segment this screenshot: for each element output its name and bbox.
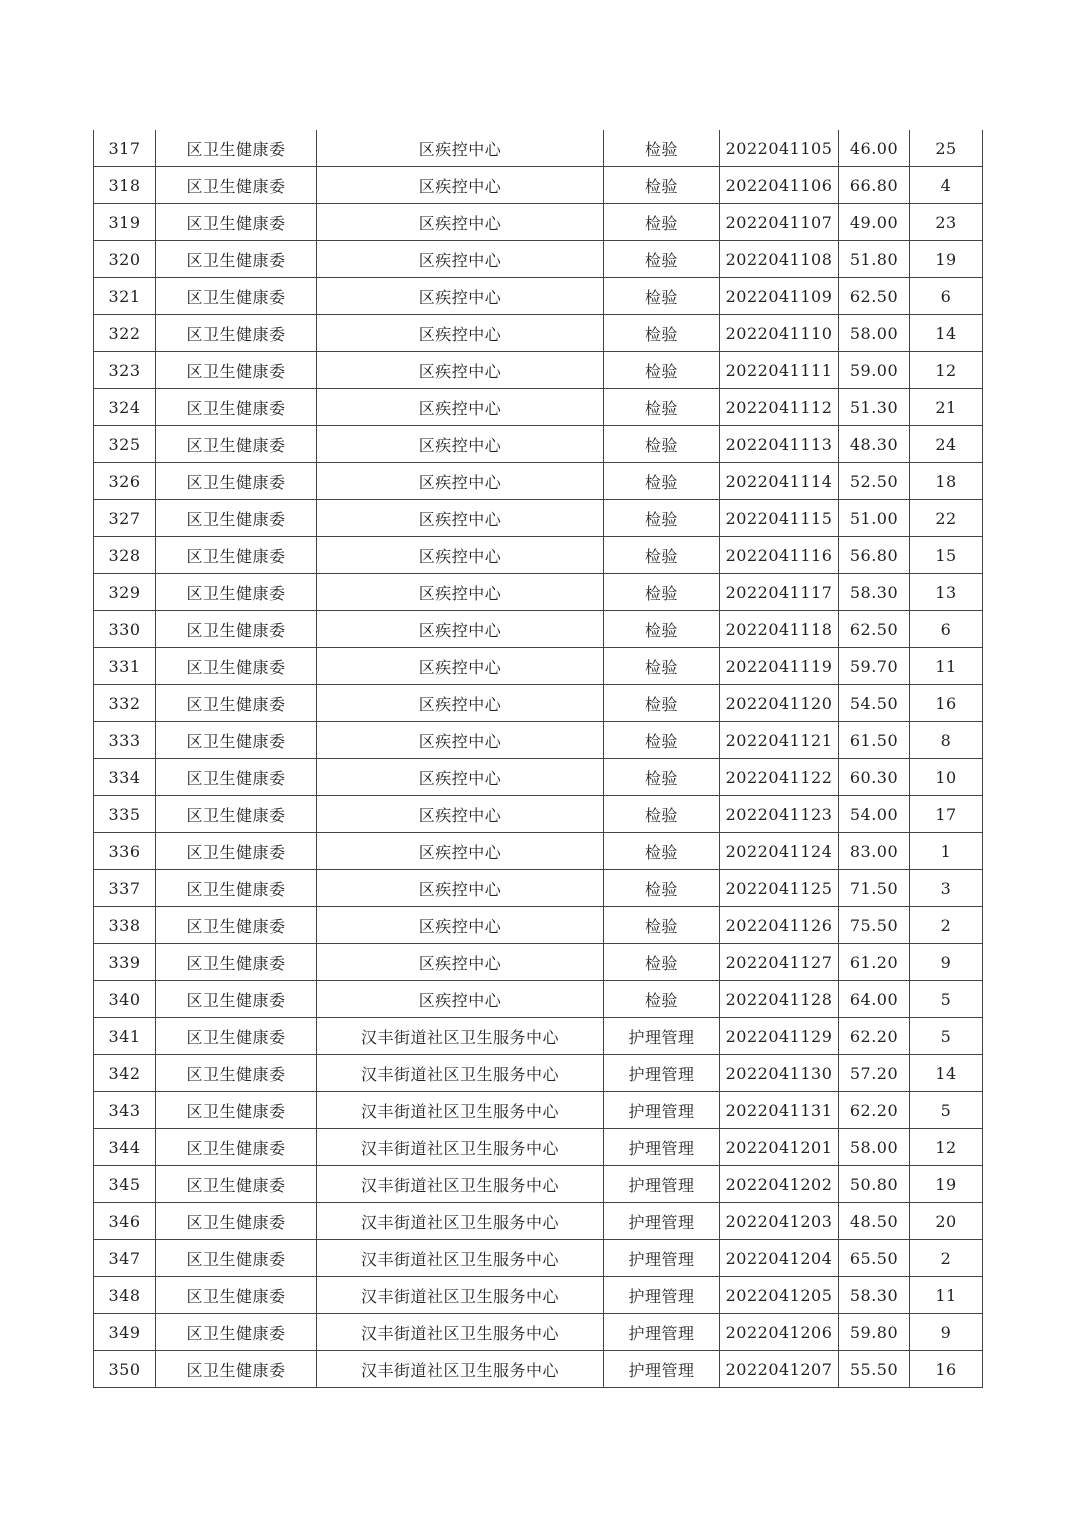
exam-id-cell: 2022041125 (720, 870, 839, 907)
table-row (94, 1277, 983, 1314)
row-number-cell: 318 (94, 167, 156, 204)
unit-cell: 区疾控中心 (317, 981, 604, 1018)
exam-id-cell: 2022041114 (720, 463, 839, 500)
row-number-cell: 320 (94, 241, 156, 278)
score-cell: 54.00 (839, 796, 910, 833)
unit-cell: 区疾控中心 (317, 759, 604, 796)
unit-cell: 区疾控中心 (317, 426, 604, 463)
department-cell: 区卫生健康委 (156, 241, 317, 278)
rank-cell: 5 (910, 1018, 983, 1055)
department-cell: 区卫生健康委 (156, 1092, 317, 1129)
department-cell: 区卫生健康委 (156, 685, 317, 722)
exam-id-cell: 2022041115 (720, 500, 839, 537)
rank-cell: 2 (910, 1240, 983, 1277)
rank-cell: 19 (910, 1166, 983, 1203)
position-cell: 检验 (604, 574, 720, 611)
rank-cell: 24 (910, 426, 983, 463)
row-number-cell: 343 (94, 1092, 156, 1129)
score-cell: 59.70 (839, 648, 910, 685)
exam-id-cell: 2022041131 (720, 1092, 839, 1129)
rank-cell: 18 (910, 463, 983, 500)
exam-id-cell: 2022041118 (720, 611, 839, 648)
exam-id-cell: 2022041119 (720, 648, 839, 685)
unit-cell: 区疾控中心 (317, 648, 604, 685)
table-row (94, 1129, 983, 1166)
department-cell: 区卫生健康委 (156, 537, 317, 574)
position-cell: 检验 (604, 611, 720, 648)
row-number-cell: 324 (94, 389, 156, 426)
score-cell: 59.00 (839, 352, 910, 389)
exam-id-cell: 2022041207 (720, 1351, 839, 1388)
table-row (94, 500, 983, 537)
position-cell: 检验 (604, 648, 720, 685)
table-row (94, 352, 983, 389)
rank-cell: 8 (910, 722, 983, 759)
exam-id-cell: 2022041126 (720, 907, 839, 944)
rank-cell: 5 (910, 1092, 983, 1129)
score-cell: 61.50 (839, 722, 910, 759)
position-cell: 检验 (604, 722, 720, 759)
rank-cell: 12 (910, 352, 983, 389)
unit-cell: 区疾控中心 (317, 315, 604, 352)
exam-id-cell: 2022041203 (720, 1203, 839, 1240)
score-cell: 64.00 (839, 981, 910, 1018)
table-row (94, 241, 983, 278)
table-row (94, 1351, 983, 1388)
position-cell: 护理管理 (604, 1129, 720, 1166)
table-row (94, 204, 983, 241)
score-cell: 57.20 (839, 1055, 910, 1092)
row-number-cell: 344 (94, 1129, 156, 1166)
exam-id-cell: 2022041113 (720, 426, 839, 463)
position-cell: 检验 (604, 907, 720, 944)
position-cell: 检验 (604, 352, 720, 389)
exam-id-cell: 2022041127 (720, 944, 839, 981)
score-cell: 71.50 (839, 870, 910, 907)
row-number-cell: 328 (94, 537, 156, 574)
score-cell: 66.80 (839, 167, 910, 204)
row-number-cell: 348 (94, 1277, 156, 1314)
rank-cell: 14 (910, 315, 983, 352)
department-cell: 区卫生健康委 (156, 389, 317, 426)
row-number-cell: 327 (94, 500, 156, 537)
row-number-cell: 340 (94, 981, 156, 1018)
unit-cell: 汉丰街道社区卫生服务中心 (317, 1055, 604, 1092)
unit-cell: 区疾控中心 (317, 796, 604, 833)
score-cell: 58.00 (839, 1129, 910, 1166)
position-cell: 检验 (604, 759, 720, 796)
rank-cell: 23 (910, 204, 983, 241)
rank-cell: 15 (910, 537, 983, 574)
department-cell: 区卫生健康委 (156, 1018, 317, 1055)
row-number-cell: 345 (94, 1166, 156, 1203)
position-cell: 护理管理 (604, 1055, 720, 1092)
position-cell: 检验 (604, 870, 720, 907)
unit-cell: 汉丰街道社区卫生服务中心 (317, 1314, 604, 1351)
table-body (94, 130, 983, 1388)
rank-cell: 10 (910, 759, 983, 796)
score-cell: 51.80 (839, 241, 910, 278)
score-cell: 49.00 (839, 204, 910, 241)
exam-id-cell: 2022041111 (720, 352, 839, 389)
table-row (94, 463, 983, 500)
row-number-cell: 350 (94, 1351, 156, 1388)
department-cell: 区卫生健康委 (156, 426, 317, 463)
rank-cell: 16 (910, 685, 983, 722)
table-row (94, 1166, 983, 1203)
unit-cell: 汉丰街道社区卫生服务中心 (317, 1129, 604, 1166)
rank-cell: 21 (910, 389, 983, 426)
position-cell: 检验 (604, 241, 720, 278)
exam-id-cell: 2022041117 (720, 574, 839, 611)
score-cell: 62.50 (839, 278, 910, 315)
table-row (94, 130, 983, 167)
score-cell: 54.50 (839, 685, 910, 722)
position-cell: 护理管理 (604, 1166, 720, 1203)
row-number-cell: 326 (94, 463, 156, 500)
department-cell: 区卫生健康委 (156, 204, 317, 241)
exam-id-cell: 2022041202 (720, 1166, 839, 1203)
exam-id-cell: 2022041205 (720, 1277, 839, 1314)
row-number-cell: 342 (94, 1055, 156, 1092)
row-number-cell: 336 (94, 833, 156, 870)
department-cell: 区卫生健康委 (156, 981, 317, 1018)
row-number-cell: 322 (94, 315, 156, 352)
score-cell: 58.30 (839, 574, 910, 611)
rank-cell: 13 (910, 574, 983, 611)
position-cell: 护理管理 (604, 1092, 720, 1129)
row-number-cell: 341 (94, 1018, 156, 1055)
department-cell: 区卫生健康委 (156, 1203, 317, 1240)
position-cell: 检验 (604, 204, 720, 241)
table-row (94, 907, 983, 944)
row-number-cell: 349 (94, 1314, 156, 1351)
position-cell: 检验 (604, 796, 720, 833)
row-number-cell: 319 (94, 204, 156, 241)
table-row (94, 611, 983, 648)
row-number-cell: 337 (94, 870, 156, 907)
unit-cell: 区疾控中心 (317, 130, 604, 167)
score-cell: 56.80 (839, 537, 910, 574)
table-row (94, 1240, 983, 1277)
unit-cell: 区疾控中心 (317, 204, 604, 241)
results-table (93, 130, 983, 1388)
score-cell: 59.80 (839, 1314, 910, 1351)
unit-cell: 区疾控中心 (317, 278, 604, 315)
unit-cell: 区疾控中心 (317, 722, 604, 759)
exam-id-cell: 2022041124 (720, 833, 839, 870)
rank-cell: 9 (910, 1314, 983, 1351)
rank-cell: 14 (910, 1055, 983, 1092)
row-number-cell: 334 (94, 759, 156, 796)
unit-cell: 汉丰街道社区卫生服务中心 (317, 1018, 604, 1055)
unit-cell: 汉丰街道社区卫生服务中心 (317, 1240, 604, 1277)
unit-cell: 区疾控中心 (317, 463, 604, 500)
row-number-cell: 323 (94, 352, 156, 389)
table-row (94, 574, 983, 611)
score-cell: 83.00 (839, 833, 910, 870)
exam-id-cell: 2022041106 (720, 167, 839, 204)
table-row (94, 870, 983, 907)
department-cell: 区卫生健康委 (156, 907, 317, 944)
unit-cell: 区疾控中心 (317, 574, 604, 611)
exam-id-cell: 2022041112 (720, 389, 839, 426)
score-cell: 62.20 (839, 1092, 910, 1129)
table-row (94, 944, 983, 981)
row-number-cell: 333 (94, 722, 156, 759)
unit-cell: 区疾控中心 (317, 537, 604, 574)
position-cell: 检验 (604, 389, 720, 426)
department-cell: 区卫生健康委 (156, 500, 317, 537)
position-cell: 护理管理 (604, 1240, 720, 1277)
position-cell: 检验 (604, 833, 720, 870)
position-cell: 检验 (604, 315, 720, 352)
rank-cell: 6 (910, 278, 983, 315)
department-cell: 区卫生健康委 (156, 1240, 317, 1277)
row-number-cell: 335 (94, 796, 156, 833)
table-row (94, 537, 983, 574)
unit-cell: 区疾控中心 (317, 870, 604, 907)
department-cell: 区卫生健康委 (156, 278, 317, 315)
rank-cell: 22 (910, 500, 983, 537)
position-cell: 检验 (604, 130, 720, 167)
exam-id-cell: 2022041204 (720, 1240, 839, 1277)
row-number-cell: 321 (94, 278, 156, 315)
table-row (94, 167, 983, 204)
exam-id-cell: 2022041110 (720, 315, 839, 352)
exam-id-cell: 2022041123 (720, 796, 839, 833)
score-cell: 52.50 (839, 463, 910, 500)
unit-cell: 区疾控中心 (317, 685, 604, 722)
department-cell: 区卫生健康委 (156, 759, 317, 796)
exam-id-cell: 2022041116 (720, 537, 839, 574)
table-row (94, 796, 983, 833)
exam-id-cell: 2022041121 (720, 722, 839, 759)
score-cell: 51.00 (839, 500, 910, 537)
unit-cell: 区疾控中心 (317, 833, 604, 870)
rank-cell: 12 (910, 1129, 983, 1166)
row-number-cell: 330 (94, 611, 156, 648)
department-cell: 区卫生健康委 (156, 833, 317, 870)
table-row (94, 389, 983, 426)
department-cell: 区卫生健康委 (156, 463, 317, 500)
exam-id-cell: 2022041122 (720, 759, 839, 796)
department-cell: 区卫生健康委 (156, 574, 317, 611)
rank-cell: 20 (910, 1203, 983, 1240)
department-cell: 区卫生健康委 (156, 870, 317, 907)
score-cell: 61.20 (839, 944, 910, 981)
unit-cell: 区疾控中心 (317, 907, 604, 944)
row-number-cell: 317 (94, 130, 156, 167)
table-row (94, 685, 983, 722)
rank-cell: 4 (910, 167, 983, 204)
position-cell: 检验 (604, 537, 720, 574)
unit-cell: 汉丰街道社区卫生服务中心 (317, 1277, 604, 1314)
unit-cell: 汉丰街道社区卫生服务中心 (317, 1092, 604, 1129)
score-cell: 65.50 (839, 1240, 910, 1277)
results-table-container (93, 130, 982, 1388)
unit-cell: 区疾控中心 (317, 352, 604, 389)
unit-cell: 区疾控中心 (317, 389, 604, 426)
rank-cell: 6 (910, 611, 983, 648)
position-cell: 检验 (604, 685, 720, 722)
position-cell: 检验 (604, 500, 720, 537)
score-cell: 55.50 (839, 1351, 910, 1388)
unit-cell: 区疾控中心 (317, 167, 604, 204)
row-number-cell: 325 (94, 426, 156, 463)
position-cell: 护理管理 (604, 1314, 720, 1351)
position-cell: 检验 (604, 426, 720, 463)
score-cell: 58.30 (839, 1277, 910, 1314)
position-cell: 护理管理 (604, 1018, 720, 1055)
position-cell: 检验 (604, 463, 720, 500)
score-cell: 50.80 (839, 1166, 910, 1203)
rank-cell: 3 (910, 870, 983, 907)
department-cell: 区卫生健康委 (156, 796, 317, 833)
position-cell: 检验 (604, 167, 720, 204)
unit-cell: 区疾控中心 (317, 611, 604, 648)
row-number-cell: 331 (94, 648, 156, 685)
score-cell: 62.50 (839, 611, 910, 648)
department-cell: 区卫生健康委 (156, 1055, 317, 1092)
row-number-cell: 339 (94, 944, 156, 981)
table-row (94, 648, 983, 685)
table-row (94, 1055, 983, 1092)
position-cell: 检验 (604, 944, 720, 981)
rank-cell: 17 (910, 796, 983, 833)
unit-cell: 汉丰街道社区卫生服务中心 (317, 1351, 604, 1388)
table-row (94, 426, 983, 463)
score-cell: 48.50 (839, 1203, 910, 1240)
department-cell: 区卫生健康委 (156, 1166, 317, 1203)
unit-cell: 区疾控中心 (317, 241, 604, 278)
department-cell: 区卫生健康委 (156, 611, 317, 648)
table-row (94, 759, 983, 796)
table-row (94, 1203, 983, 1240)
score-cell: 75.50 (839, 907, 910, 944)
position-cell: 护理管理 (604, 1203, 720, 1240)
exam-id-cell: 2022041120 (720, 685, 839, 722)
department-cell: 区卫生健康委 (156, 1129, 317, 1166)
score-cell: 62.20 (839, 1018, 910, 1055)
exam-id-cell: 2022041108 (720, 241, 839, 278)
table-row (94, 1092, 983, 1129)
unit-cell: 汉丰街道社区卫生服务中心 (317, 1166, 604, 1203)
position-cell: 检验 (604, 981, 720, 1018)
department-cell: 区卫生健康委 (156, 315, 317, 352)
rank-cell: 9 (910, 944, 983, 981)
rank-cell: 11 (910, 1277, 983, 1314)
department-cell: 区卫生健康委 (156, 722, 317, 759)
score-cell: 48.30 (839, 426, 910, 463)
department-cell: 区卫生健康委 (156, 1314, 317, 1351)
row-number-cell: 346 (94, 1203, 156, 1240)
rank-cell: 1 (910, 833, 983, 870)
table-row (94, 278, 983, 315)
department-cell: 区卫生健康委 (156, 1277, 317, 1314)
position-cell: 护理管理 (604, 1351, 720, 1388)
exam-id-cell: 2022041105 (720, 130, 839, 167)
unit-cell: 区疾控中心 (317, 944, 604, 981)
department-cell: 区卫生健康委 (156, 352, 317, 389)
department-cell: 区卫生健康委 (156, 944, 317, 981)
row-number-cell: 329 (94, 574, 156, 611)
position-cell: 护理管理 (604, 1277, 720, 1314)
exam-id-cell: 2022041109 (720, 278, 839, 315)
rank-cell: 11 (910, 648, 983, 685)
score-cell: 51.30 (839, 389, 910, 426)
unit-cell: 区疾控中心 (317, 500, 604, 537)
table-row (94, 981, 983, 1018)
table-row (94, 833, 983, 870)
unit-cell: 汉丰街道社区卫生服务中心 (317, 1203, 604, 1240)
exam-id-cell: 2022041206 (720, 1314, 839, 1351)
exam-id-cell: 2022041130 (720, 1055, 839, 1092)
exam-id-cell: 2022041107 (720, 204, 839, 241)
department-cell: 区卫生健康委 (156, 1351, 317, 1388)
rank-cell: 16 (910, 1351, 983, 1388)
row-number-cell: 332 (94, 685, 156, 722)
row-number-cell: 338 (94, 907, 156, 944)
rank-cell: 25 (910, 130, 983, 167)
table-row (94, 1314, 983, 1351)
department-cell: 区卫生健康委 (156, 130, 317, 167)
row-number-cell: 347 (94, 1240, 156, 1277)
exam-id-cell: 2022041201 (720, 1129, 839, 1166)
exam-id-cell: 2022041129 (720, 1018, 839, 1055)
score-cell: 46.00 (839, 130, 910, 167)
position-cell: 检验 (604, 278, 720, 315)
table-row (94, 315, 983, 352)
score-cell: 58.00 (839, 315, 910, 352)
rank-cell: 5 (910, 981, 983, 1018)
rank-cell: 2 (910, 907, 983, 944)
department-cell: 区卫生健康委 (156, 648, 317, 685)
score-cell: 60.30 (839, 759, 910, 796)
exam-id-cell: 2022041128 (720, 981, 839, 1018)
department-cell: 区卫生健康委 (156, 167, 317, 204)
table-row (94, 1018, 983, 1055)
table-row (94, 722, 983, 759)
rank-cell: 19 (910, 241, 983, 278)
